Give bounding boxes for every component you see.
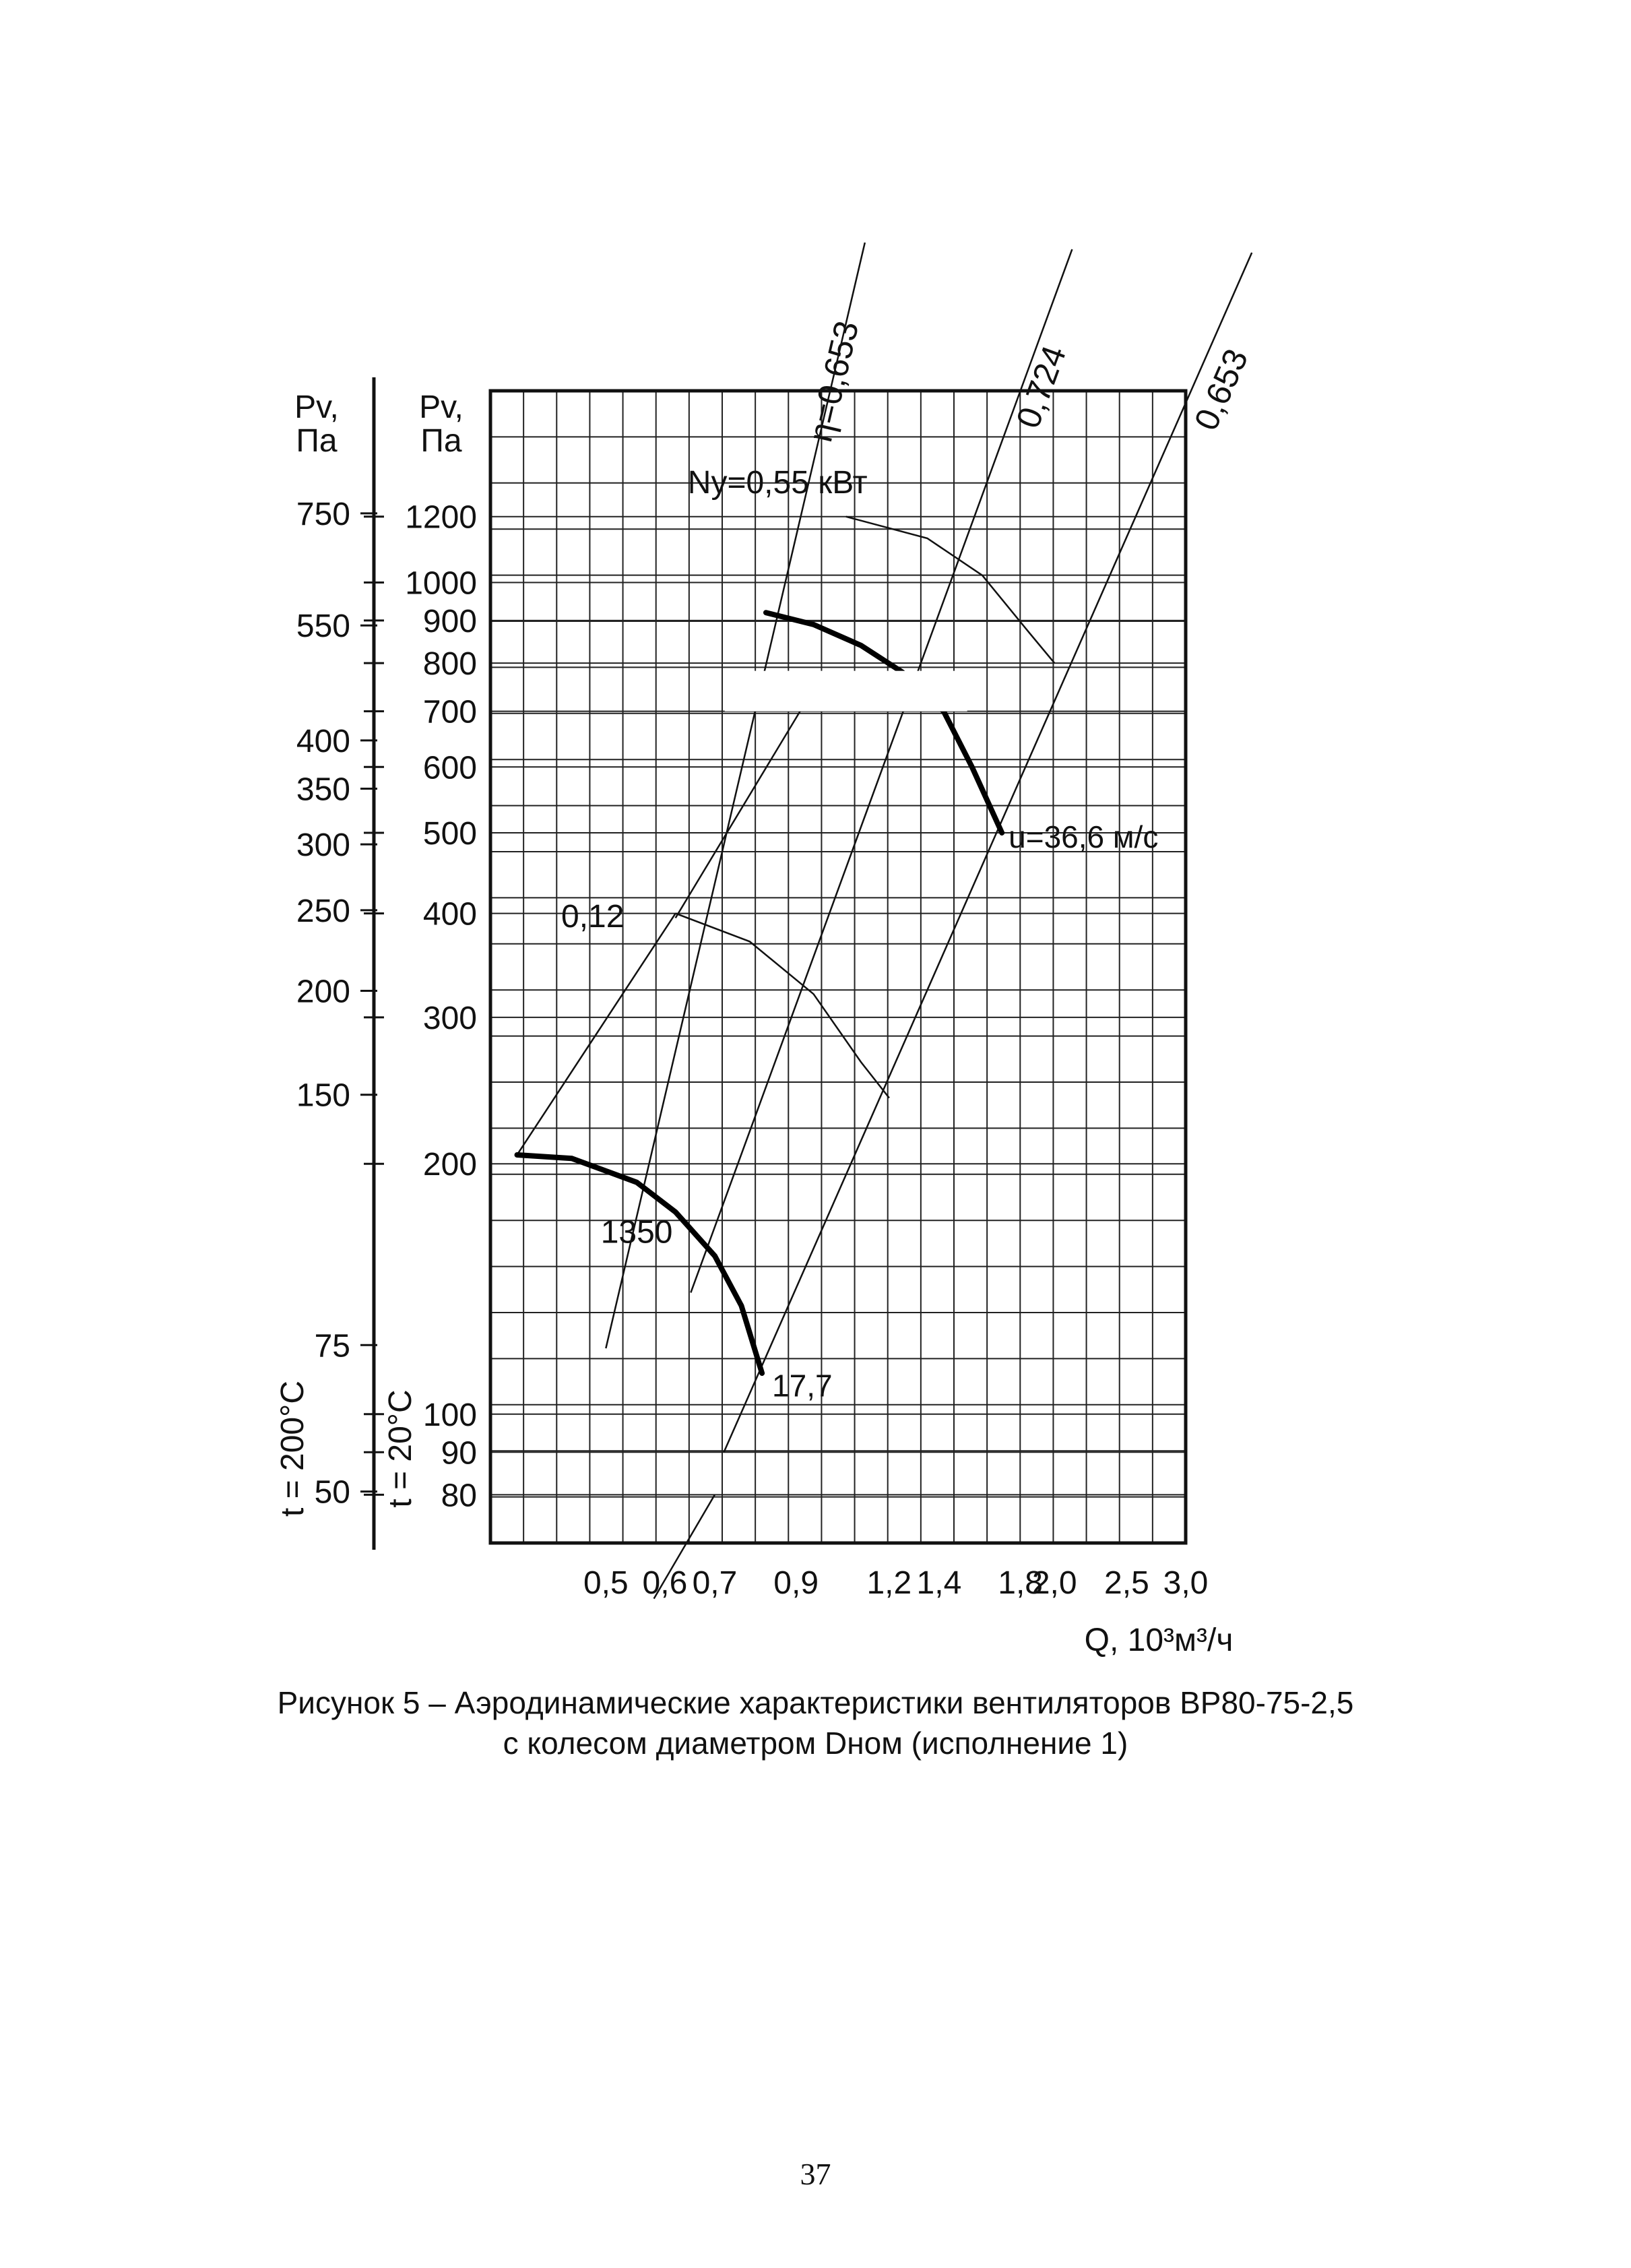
y200-tick-label: 750 (296, 496, 350, 532)
efficiency-label: 0,653 (1186, 343, 1256, 436)
plot-frame (490, 391, 1186, 1543)
y200-tick-label: 350 (296, 771, 350, 808)
y20-tick-label: 90 (441, 1435, 477, 1472)
x-tick-label: 2,5 (1104, 1565, 1149, 1601)
y200-tick-label: 75 (314, 1328, 350, 1364)
y20-header-line-2: Па (420, 423, 462, 459)
x-tick-label: 0,5 (583, 1565, 629, 1601)
power-guide-line (517, 914, 676, 1155)
y20-tick-label: 400 (422, 896, 477, 933)
power-label-0.12: 0,12 (561, 899, 625, 935)
series-line-1 (517, 1155, 763, 1373)
grid (490, 391, 1186, 1543)
y20-tick-label: 500 (422, 816, 477, 852)
y20-tick-label: 200 (422, 1147, 477, 1183)
x-tick-label: 0,6 (642, 1565, 688, 1601)
y200-tick-label: 400 (296, 723, 350, 759)
x-axis-label: Q, 10³м³/ч (1084, 1623, 1234, 1658)
efficiency-label: 0,724 (1009, 340, 1074, 433)
figure-caption-line-2: с колесом диаметром Dном (исполнение 1) (503, 1726, 1128, 1761)
x-tick-label: 2,0 (1031, 1565, 1077, 1601)
y200-header-line-1: Pv, (294, 389, 339, 425)
y20-tick-label: 100 (422, 1397, 477, 1433)
series-line-0 (766, 612, 1002, 833)
y20-tick-label: 300 (422, 1000, 477, 1036)
power-label-0.55: Nу=0,55 кВт (687, 465, 868, 501)
x-tick-label: 3,0 (1163, 1565, 1209, 1601)
page-number: 37 (800, 2157, 831, 2191)
x-tick-label: 1,4 (916, 1565, 962, 1601)
y200-header-line-2: Па (296, 423, 338, 459)
annotation-speed-low: 17,7 (772, 1368, 833, 1404)
label-backing (725, 671, 967, 712)
x-tick-label: 1,8 (998, 1565, 1043, 1601)
y200-tick-label: 300 (296, 827, 350, 864)
chart-labels (561, 465, 1158, 1404)
y200-tick-label: 50 (314, 1474, 350, 1511)
y20-tick-label: 600 (422, 750, 477, 786)
y200-tick-label: 200 (296, 974, 350, 1010)
x-tick-label: 0,7 (692, 1565, 738, 1601)
efficiency-label: η=0,653 (801, 317, 866, 446)
annotation-speed: u=36,6 м/с (1009, 819, 1159, 854)
power-curve-0.55 (846, 517, 1055, 663)
y20-header-line-1: Pv, (419, 389, 463, 425)
y200-tick-label: 150 (296, 1077, 350, 1114)
x-tick-label: 1,2 (866, 1565, 912, 1601)
y20-tick-label: 900 (422, 603, 477, 639)
y20-tick-label: 700 (422, 694, 477, 730)
y200-vertical-label: t = 200°C (275, 1381, 311, 1517)
plot-border (490, 391, 1186, 1543)
figure-caption-line-1: Рисунок 5 – Аэродинамические характеристики вентиляторов ВР80-75-2,5 (277, 1685, 1354, 1720)
x-tick-label: 0,9 (773, 1565, 819, 1601)
y20-tick-label: 1000 (405, 565, 477, 602)
y20-tick-label: 1200 (405, 499, 477, 536)
efficiency-lines (517, 243, 1256, 1599)
power-curve-0.12 (676, 914, 889, 1098)
y200-tick-label: 250 (296, 893, 350, 929)
y200-tick-label: 550 (296, 608, 350, 645)
y20-tick-label: 800 (422, 646, 477, 683)
y20-vertical-label: t = 20°C (383, 1389, 418, 1508)
y20-tick-label: 80 (441, 1478, 477, 1514)
series-label-1350: 1350 (600, 1214, 673, 1251)
